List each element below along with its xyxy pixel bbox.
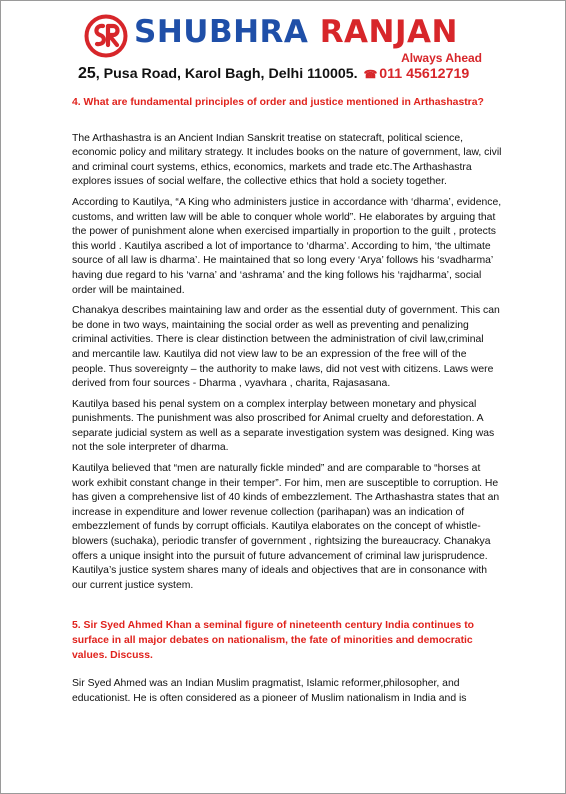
brand-part1: SHUBHRA: [134, 14, 309, 50]
q4-paragraph-3: Chanakya describes maintaining law and order as the essential duty of government. This can be done in two ways, maintaining the social order as well as preventing and penalizing criminal activities. There is clear distinction between the administration of civil law,criminal and mercantile law. Kautilya did not view law to be an expression of the free will of the people. Thus sovereignty – the authority to make laws, did not vest with citizens. Laws were derived from four sources - Dharma , vyavhara , charita, Rajasasana.: [72, 305, 500, 390]
phone-number: 011 45612719: [379, 66, 470, 82]
phone-icon: ☎: [363, 69, 378, 81]
address-number: 25: [78, 65, 96, 82]
sr-logo-icon: [84, 14, 128, 58]
brand-part2: RANJAN: [319, 14, 458, 50]
question-4-title: 4. What are fundamental principles of order and justice mentioned in Arthashastra?: [72, 97, 484, 108]
letterhead: [78, 8, 484, 88]
address-text: , Pusa Road, Karol Bagh, Delhi 110005.: [95, 66, 358, 82]
q4-paragraph-5: Kautilya believed that “men are naturally fickle minded” and are comparable to “horses at work exhibit constant change in their temper”. For him, men are susceptible to corruption. He has given a comprehensive list of 40 kinds of embezzlement. The Arthashastra states that an increase in expenditure and lower revenue collection (parihapan) was an indication of embezzlement of funds by corrupt officials. Kautilya elaborates on the concept of whistle-blowers (suchaka), periodic transfer of government , rightsizing the bureaucracy. Chanakya offers a unique insight into the pursuit of future advancement of criminal law jurisprudence. Kautilya’s justice system shares many of ideals and objectives that are in consonance with our current justice system.: [72, 463, 500, 591]
q4-paragraph-2: According to Kautilya, “A King who administers justice in accordance with ‘dharma’, evidence, customs, and written law will be able to conquer whole world”. He elaborates by arguing that the power of punishment alone when exercised impartially in proportion to the guilt , protects this world . Kautilya ascribed a lot of importance to ‘dharma’. According to him, ‘the ultimate source of all law is dharma’. He maintained that so long every ‘Arya’ follows his ‘svadharma’ having due regard to his ‘varna’ and ‘ashrama’ and the king follows his ‘rajdharma’, social order will be maintained.: [72, 196, 502, 296]
question-5-title: 5. Sir Syed Ahmed Khan a seminal figure of nineteenth century India continues to surface in all major debates on nationalism, the fate of minorities and democratic values. Discuss.: [72, 620, 475, 661]
address-line: [78, 65, 469, 83]
brand-name: [134, 12, 458, 52]
q4-paragraph-1: The Arthashastra is an Ancient Indian Sanskrit treatise on statecraft, political science, economic policy and military strategy. It includes books on the nature of government, law, civil and criminal court systems, ethics, economics, markets and trade etc.The Arthashastra explores issues of social welfare, the collective ethics that hold a society together.: [72, 132, 502, 188]
document-body: [72, 96, 502, 706]
q5-paragraph-1: Sir Syed Ahmed was an Indian Muslim pragmatist, Islamic reformer,philosopher, and educationist. He is often considered as a pioneer of Muslim nationalism in India and is: [72, 678, 467, 704]
q4-paragraph-4: Kautilya based his penal system on a complex interplay between monetary and physical punishments. The punishment was also proscribed for Animal cruelty and deforestation. A separate judicial system as well as a separate investigation system was designed. King was not the sole interpreter of dharma.: [72, 398, 495, 454]
tagline: Always Ahead: [401, 51, 482, 65]
